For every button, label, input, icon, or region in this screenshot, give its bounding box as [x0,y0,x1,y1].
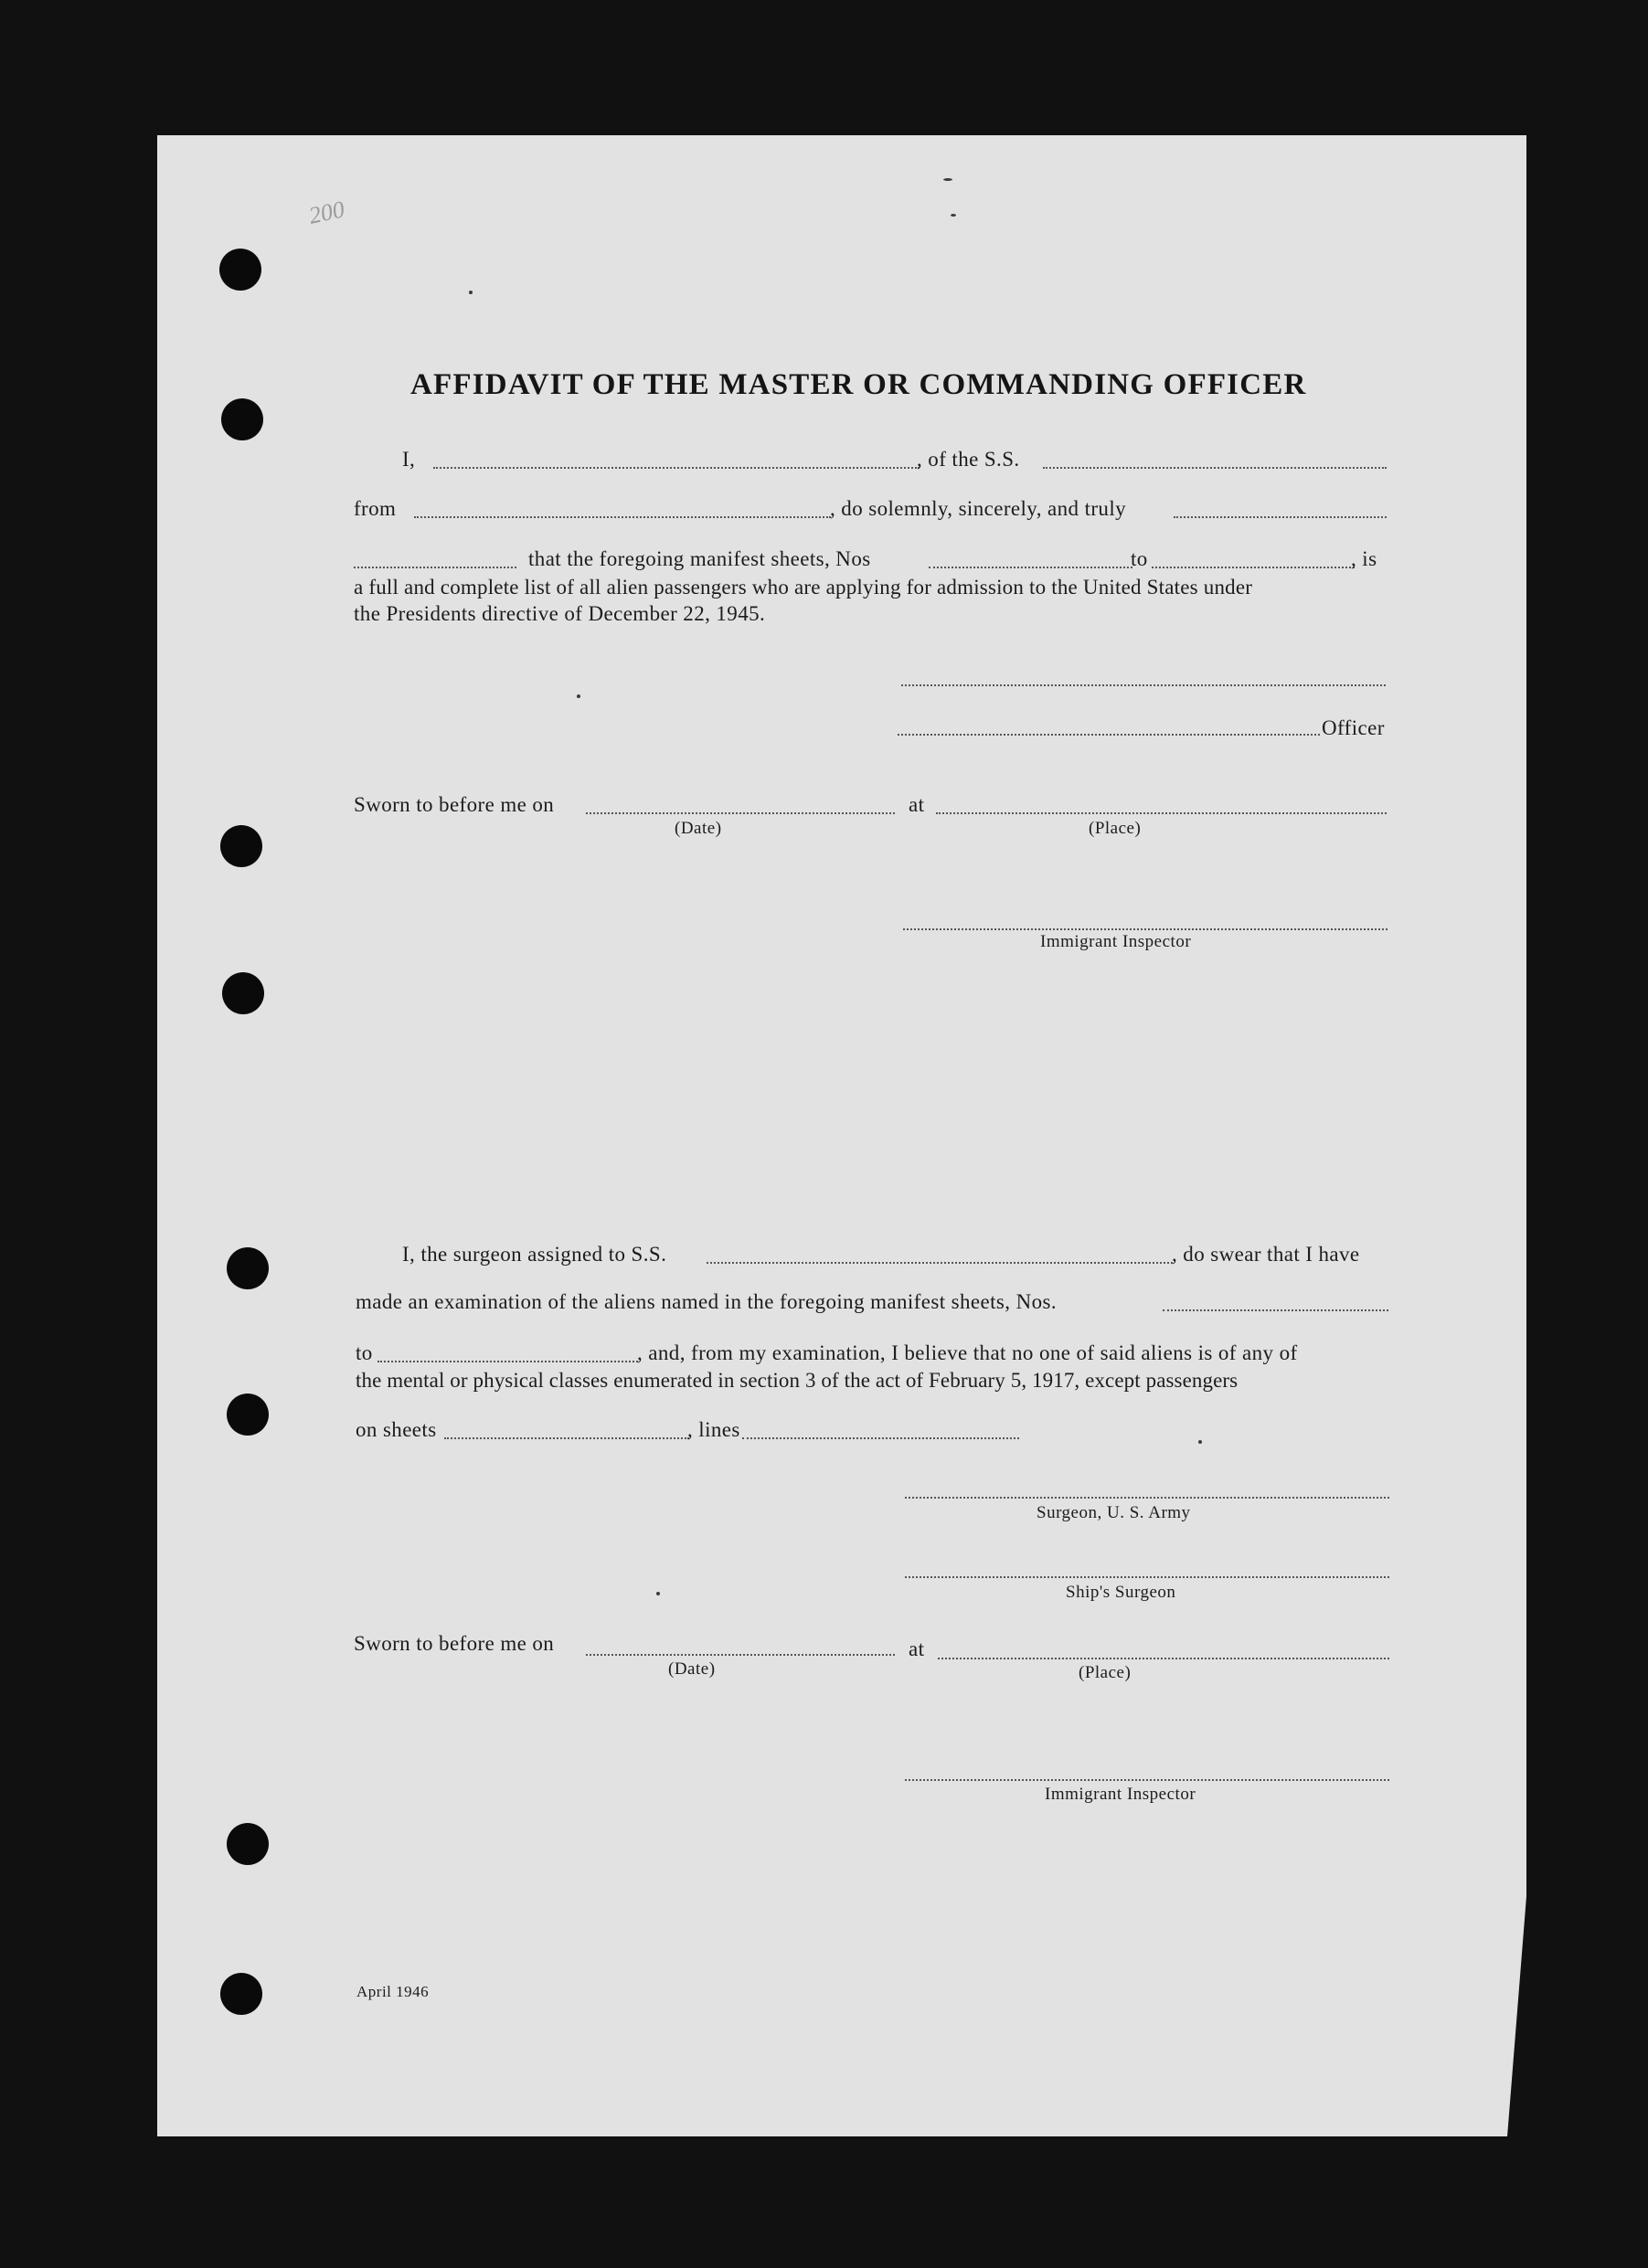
inspector-signature-line[interactable] [905,1779,1389,1781]
army-surgeon-signature-line[interactable] [905,1497,1389,1499]
label-to: to [1131,547,1148,570]
form-title: AFFIDAVIT OF THE MASTER OR COMMANDING OFFICER [410,368,1307,401]
master-name-field[interactable] [433,467,920,469]
label-date: (Date) [668,1659,716,1679]
speck [469,291,473,294]
form-date: April 1946 [356,1983,430,2000]
punch-hole [227,1394,269,1436]
label-of-ss: , of the S.S. [917,448,1020,471]
master-text-line: a full and complete list of all alien passengers who are applying for admission to the United States under [354,576,1253,599]
speck [656,1592,660,1595]
speck [951,214,956,217]
label-ships-surgeon: Ship's Surgeon [1066,1583,1176,1602]
label-sworn: Sworn to before me on [354,1632,555,1655]
surgeon-text-line: , lines [687,1418,740,1441]
label-is: , is [1351,547,1377,570]
form-page [157,135,1526,2136]
sworn-place-field[interactable] [936,812,1387,814]
speck [1198,1440,1202,1444]
label-place: (Place) [1089,819,1142,838]
sheets-to-field[interactable] [1152,567,1355,568]
surgeon-sheets-to-field[interactable] [377,1361,638,1362]
punch-hole [221,398,263,440]
label-solemnly: , do solemnly, sincerely, and truly [830,497,1127,520]
label-at: at [909,1637,925,1660]
label-officer: Officer [1322,716,1385,739]
inspector-signature-line[interactable] [903,928,1388,930]
label-sworn: Sworn to before me on [354,793,555,816]
label-at: at [909,793,925,816]
label-from: from [354,497,397,520]
punch-hole [227,1247,269,1289]
label-date: (Date) [675,819,722,838]
sworn-date-field[interactable] [586,812,895,814]
label-foregoing-sheets: that the foregoing manifest sheets, Nos [528,547,871,570]
surgeon-sworn-date-field[interactable] [586,1654,895,1656]
label-surgeon-army: Surgeon, U. S. Army [1037,1503,1191,1522]
officer-title-line[interactable] [898,734,1320,736]
surgeon-sheets-from-field[interactable] [1163,1309,1388,1311]
master-text-line: the Presidents directive of December 22, 1945. [354,602,766,625]
speck [943,178,952,181]
surgeon-text-line: to [356,1341,373,1364]
surgeon-text-line: made an examination of the aliens named in the foregoing manifest sheets, Nos. [356,1290,1057,1313]
label-immigrant-inspector: Immigrant Inspector [1040,932,1192,951]
label-place: (Place) [1079,1663,1132,1682]
sheets-from-field[interactable] [929,567,1132,568]
surgeon-text-line: , do swear that I have [1172,1243,1360,1266]
punch-hole [220,1973,262,2015]
label-immigrant-inspector: Immigrant Inspector [1045,1785,1196,1804]
surgeon-text-line: I, the surgeon assigned to S.S. [402,1243,667,1266]
surgeon-ship-field[interactable] [707,1262,1173,1264]
surgeon-text-line: on sheets [356,1418,437,1441]
punch-hole [219,249,261,291]
except-lines-field[interactable] [742,1437,1019,1439]
oath-type-field[interactable] [1174,516,1387,518]
surgeon-sworn-place-field[interactable] [938,1658,1389,1659]
surgeon-text-line: , and, from my examination, I believe that no one of said aliens is of any of [637,1341,1298,1364]
punch-hole [220,825,262,867]
label-i: I, [402,448,416,471]
officer-signature-line[interactable] [901,684,1386,686]
speck [577,694,580,698]
except-sheets-field[interactable] [444,1437,689,1439]
ship-surgeon-signature-line[interactable] [905,1576,1389,1578]
oath-verb-field[interactable] [354,567,516,568]
punch-hole [227,1823,269,1865]
surgeon-text-line: the mental or physical classes enumerated in section 3 of the act of February 5, 1917, except passengers [356,1369,1239,1392]
from-port-field[interactable] [414,516,831,518]
punch-hole [222,972,264,1014]
ship-name-field[interactable] [1043,467,1387,469]
pencil-note: 200 [306,196,347,229]
